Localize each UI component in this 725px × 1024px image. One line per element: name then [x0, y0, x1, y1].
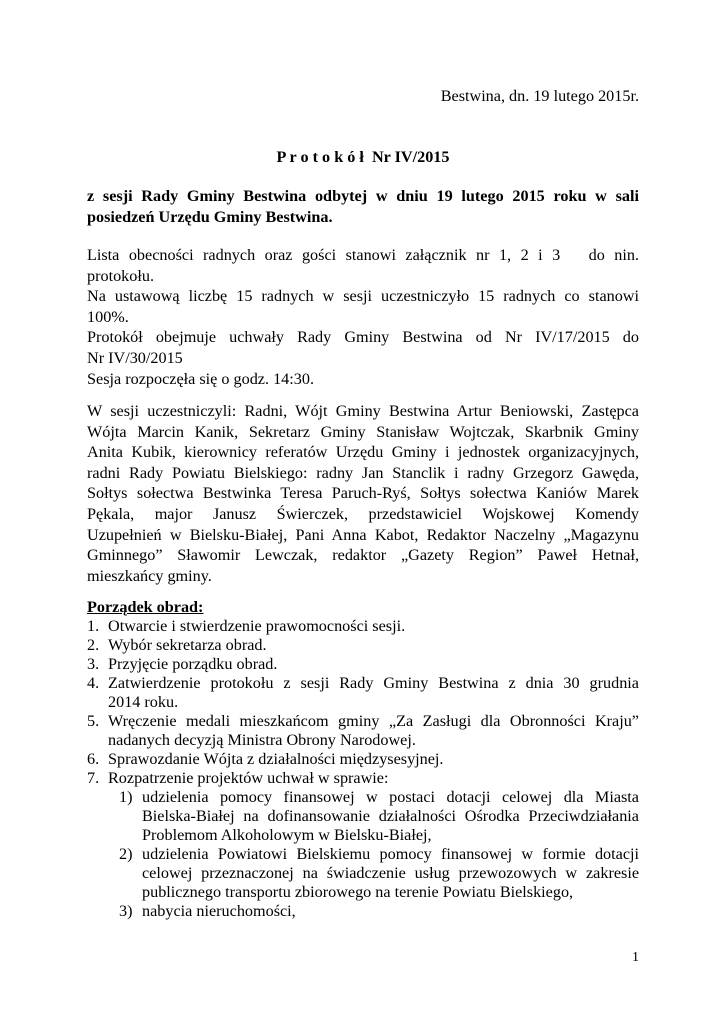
list-item — [87, 617, 639, 636]
subitem-text: Bielska-Białej na dofinansowanie działalności Ośrodka Przeciwdziałania — [142, 807, 639, 825]
item-text: Przyjęcie porządku obrad. — [108, 655, 278, 673]
subitem-number: 2) — [119, 845, 133, 863]
item-number: 7. — [87, 769, 100, 787]
item-number: 4. — [87, 674, 100, 692]
subitem-text: udzielenia pomocy finansowej w postaci dotacji celowej dla Miasta — [142, 788, 639, 806]
list-item — [87, 712, 639, 750]
agenda-list — [87, 617, 639, 921]
agenda-heading: Porządek obrad: — [87, 598, 204, 616]
item-number: 6. — [87, 750, 100, 768]
item-number: 2. — [87, 636, 100, 654]
subitem-text: celowej przeznaczonej na świadczenie usług przewozowych w zakresie — [142, 864, 639, 882]
subitem-text: udzielenia Powiatowi Bielskiemu pomocy finansowej w formie dotacji — [142, 845, 639, 863]
text-line: Anita Kubik, kierownicy referatów Urzędu Gminy i jednostek organizacyjnych, — [87, 443, 639, 462]
text-line: Pękala, major Janusz Świerczek, przedstawiciel Wojskowej Komendy — [87, 504, 639, 523]
item-text: Rozpatrzenie projektów uchwał w sprawie: — [108, 769, 389, 787]
list-item — [87, 674, 639, 712]
item-text: Otwarcie i stwierdzenie prawomocności sesji. — [108, 617, 406, 635]
text-line: Uzupełnień w Bielsku-Białej, Pani Anna Kabot, Redaktor Naczelny „Magazynu — [87, 525, 639, 544]
item-text: Zatwierdzenie protokołu z sesji Rady Gminy Bestwina z dnia 30 grudnia — [108, 674, 639, 692]
text-line: mieszkańcy gminy. — [87, 566, 212, 585]
sub-list-item — [108, 788, 639, 845]
item-text: Sprawozdanie Wójta z działalności międzysesyjnej. — [108, 750, 444, 768]
item-number: 3. — [87, 655, 100, 673]
text-line: Protokół obejmuje uchwały Rady Gminy Bestwina od Nr IV/17/2015 do — [87, 328, 639, 347]
subject-line: posiedzeń Urzędu Gminy Bestwina. — [87, 208, 333, 226]
item-text: nadanych decyzją Ministra Obrony Narodowej. — [108, 731, 416, 749]
list-item — [87, 750, 639, 769]
subitem-number: 1) — [119, 788, 133, 806]
item-number: 1. — [87, 617, 100, 635]
list-item — [87, 655, 639, 674]
text-line: Na ustawową liczbę 15 radnych w sesji uczestniczyło 15 radnych co stanowi — [87, 287, 639, 306]
item-text: Wybór sekretarza obrad. — [108, 636, 267, 654]
subitem-number: 3) — [119, 902, 133, 920]
text-line: 100%. — [87, 307, 129, 326]
intro-paragraph — [87, 245, 639, 389]
text-line: Sesja rozpoczęła się o godz. 14:30. — [87, 369, 315, 388]
list-item — [87, 636, 639, 655]
text-line: Lista obecności radnych oraz gości stanowi załącznik nr 1, 2 i 3 do nin. — [87, 246, 639, 264]
item-number: 5. — [87, 712, 100, 730]
page-number: 1 — [632, 950, 639, 965]
sub-list-item — [108, 902, 639, 921]
item-text: Wręczenie medali mieszkańcom gminy „Za Zasługi dla Obronności Kraju” — [108, 712, 639, 730]
subject-line: z sesji Rady Gminy Bestwina odbytej w dniu 19 lutego 2015 roku w sali — [87, 187, 639, 205]
text-line: radni Rady Powiatu Bielskiego: radny Jan Stanclik i radny Grzegorz Gawęda, — [87, 463, 639, 482]
subitem-text: nabycia nieruchomości, — [142, 902, 296, 920]
session-subject — [87, 186, 639, 228]
text-line: Nr IV/30/2015 — [87, 348, 183, 367]
list-item — [87, 769, 639, 921]
text-line: Gminnego” Sławomir Lewczak, redaktor „Gazety Region” Paweł Hetnał, — [87, 546, 639, 565]
subitem-text: publicznego transportu zbiorowego na terenie Powiatu Bielskiego, — [142, 883, 574, 901]
text-line: Sołtys sołectwa Bestwinka Teresa Paruch-Ryś, Sołtys sołectwa Kaniów Marek — [87, 484, 639, 503]
text-line: Wójta Marcin Kanik, Sekretarz Gminy Stanisław Wojtczak, Skarbnik Gminy — [87, 422, 639, 441]
text-line: W sesji uczestniczyli: Radni, Wójt Gminy Bestwina Artur Beniowski, Zastępca — [87, 402, 639, 420]
participants-paragraph — [87, 401, 639, 586]
sub-list — [108, 788, 639, 921]
text-line: protokołu. — [87, 266, 154, 285]
sub-list-item — [108, 845, 639, 902]
item-text: 2014 roku. — [108, 693, 179, 711]
subitem-text: Problemom Alkoholowym w Bielsku-Białej, — [142, 826, 432, 844]
protocol-title: P r o t o k ó ł Nr IV/2015 — [276, 148, 450, 166]
date-line: Bestwina, dn. 19 lutego 2015r. — [440, 87, 639, 105]
